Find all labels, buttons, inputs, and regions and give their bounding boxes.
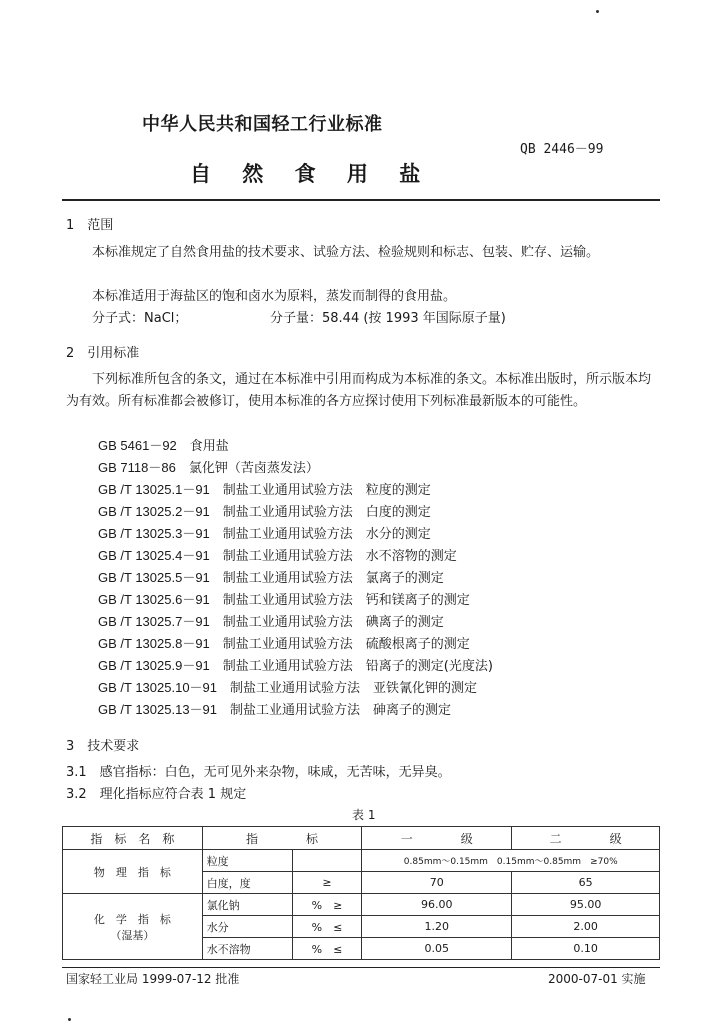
reference-item: GB /T 13025.1－91 制盐工业通用试验方法 粒度的测定: [98, 482, 431, 498]
section-1-paragraph-1: 本标准规定了自然食用盐的技术要求、试验方法、检验规则和标志、包装、贮存、运输。: [92, 245, 600, 260]
header-cell: 一 级: [362, 827, 512, 850]
reference-item: GB /T 13025.13－91 制盐工业通用试验方法 砷离子的测定: [98, 702, 452, 718]
unit-cell: % ≥: [292, 894, 362, 916]
effective-date: 2000-07-01 实施: [548, 972, 646, 986]
reference-item: GB /T 13025.2－91 制盐工业通用试验方法 白度的测定: [98, 504, 431, 520]
reference-item: GB /T 13025.8－91 制盐工业通用试验方法 硫酸根离子的测定: [98, 636, 470, 652]
standard-organization: 中华人民共和国轻工行业标准: [142, 114, 383, 135]
requirement-3-1: 3.1 感官指标：白色，无可见外来杂物，味咸，无苦味，无异臭。: [66, 765, 451, 780]
value-cell: 0.10: [512, 938, 660, 960]
table-caption: 表 1: [352, 808, 376, 822]
item-cell: 氯化钠: [202, 894, 292, 916]
molecular-weight: 分子量：58.44 (按 1993 年国际原子量): [270, 311, 506, 326]
item-cell: 白度，度: [202, 872, 292, 894]
document-title: 自 然 食 用 盐: [190, 162, 433, 186]
value-cell: 2.00: [512, 916, 660, 938]
unit-cell: % ≤: [292, 938, 362, 960]
group-cell: 物 理 指 标: [63, 850, 203, 894]
table-1: [62, 826, 660, 960]
reference-item: GB /T 13025.10－91 制盐工业通用试验方法 亚铁氰化钾的测定: [98, 680, 478, 696]
molecular-formula: 分子式：NaCl；: [92, 311, 188, 326]
header-cell: 二 级: [512, 827, 660, 850]
reference-item: GB 5461－92 食用盐: [98, 438, 229, 454]
table-row: [63, 894, 660, 916]
value-cell: 1.20: [362, 916, 512, 938]
reference-item: GB /T 13025.5－91 制盐工业通用试验方法 氯离子的测定: [98, 570, 444, 586]
value-cell: 95.00: [512, 894, 660, 916]
item-cell: 水不溶物: [202, 938, 292, 960]
value-cell: 96.00: [362, 894, 512, 916]
group-sublabel: （湿基）: [110, 928, 155, 942]
item-cell: 粒度: [202, 850, 292, 872]
scan-speck: [596, 10, 599, 13]
reference-item: GB /T 13025.7－91 制盐工业通用试验方法 碘离子的测定: [98, 614, 444, 630]
reference-item: GB /T 13025.6－91 制盐工业通用试验方法 钙和镁离子的测定: [98, 592, 470, 608]
reference-item: GB /T 13025.9－91 制盐工业通用试验方法 铅离子的测定(光度法): [98, 658, 493, 674]
value-cell: 70: [362, 872, 512, 894]
header-rule: [62, 199, 660, 201]
approval-date: 国家轻工业局 1999-07-12 批准: [66, 972, 240, 986]
header-cell: 指 标 名 称: [63, 827, 203, 850]
reference-item: GB 7118－86 氯化钾（苦卤蒸发法）: [98, 460, 319, 476]
requirement-3-2: 3.2 理化指标应符合表 1 规定: [66, 787, 247, 802]
unit-cell: ≥: [292, 872, 362, 894]
item-cell: 水分: [202, 916, 292, 938]
reference-item: GB /T 13025.3－91 制盐工业通用试验方法 水分的测定: [98, 526, 431, 542]
group-cell: [63, 894, 203, 960]
reference-item: GB /T 13025.4－91 制盐工业通用试验方法 水不溶物的测定: [98, 548, 457, 564]
unit-cell: % ≤: [292, 916, 362, 938]
section-1-heading: 1 范围: [66, 218, 114, 233]
table-header-row: [63, 827, 660, 850]
section-1-paragraph-2: 本标准适用于海盐区的饱和卤水为原料，蒸发而制得的食用盐。: [92, 289, 457, 304]
value-cell: 65: [512, 872, 660, 894]
group-label: 化 学 指 标: [93, 912, 171, 926]
value-cell: 0.85mm～0.15mm 0.15mm～0.85mm ≥70%: [362, 850, 660, 872]
section-2-paragraph: 下列标准所包含的条文，通过在本标准中引用而构成为本标准的条文。本标准出版时，所示版本均为有效。所有标准都会被修订，使用本标准的各方应探讨使用下列标准最新版本的可能性。: [66, 372, 652, 409]
section-2-heading: 2 引用标准: [66, 346, 140, 361]
header-cell: 指 标: [202, 827, 362, 850]
standard-code: QB 2446－99: [520, 142, 604, 157]
unit-cell: [292, 850, 362, 872]
scan-speck: [68, 1018, 71, 1021]
table-row: [63, 850, 660, 872]
section-3-heading: 3 技术要求: [66, 739, 140, 754]
value-cell: 0.05: [362, 938, 512, 960]
footer-rule: [62, 967, 660, 968]
